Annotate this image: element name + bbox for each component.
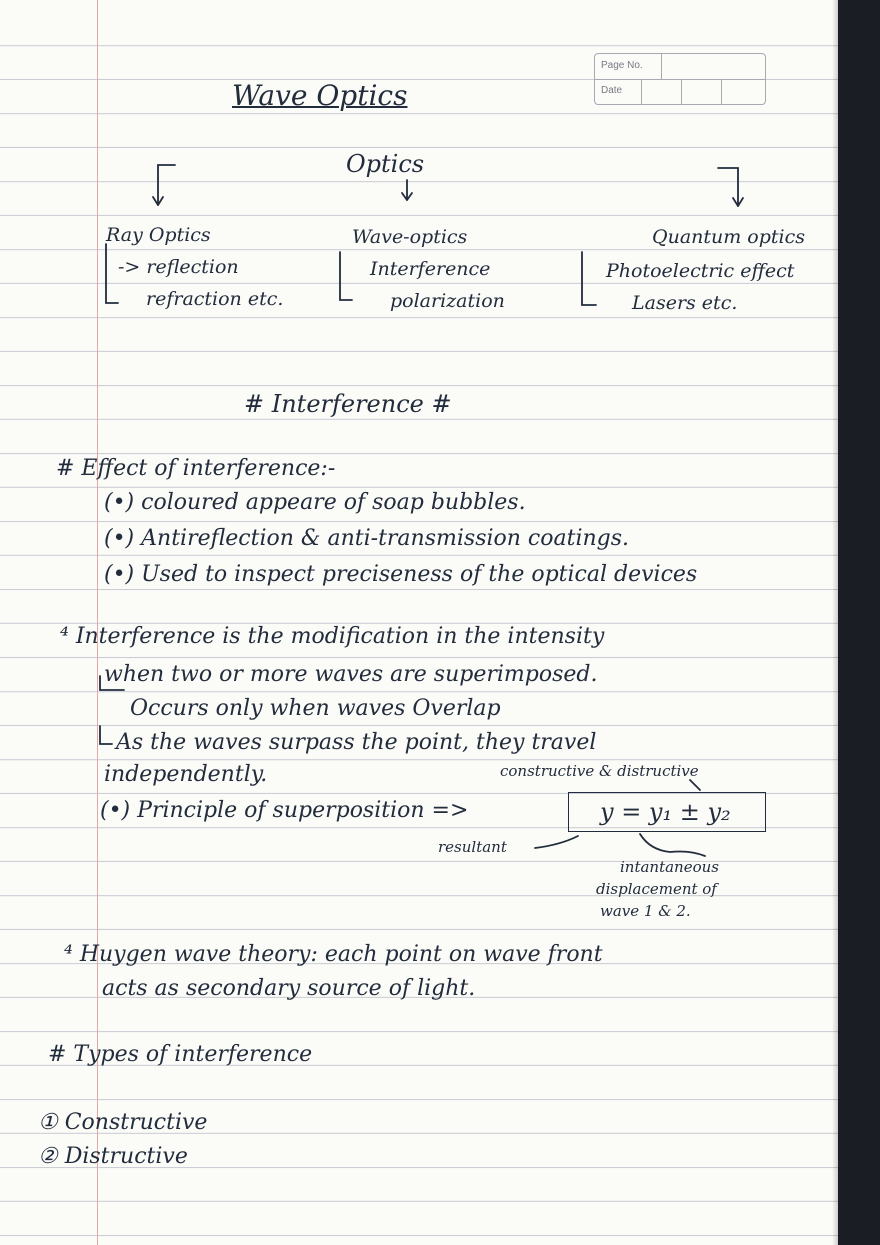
- page-date-stamp: [594, 53, 766, 105]
- huygen-line-2: acts as secondary source of light.: [102, 976, 476, 1001]
- instantaneous-brace: [640, 834, 705, 856]
- quantum-branch-line: [582, 252, 596, 305]
- resultant-label: resultant: [438, 838, 507, 856]
- superposition-formula: y = y₁ ± y₂: [600, 798, 731, 826]
- page-title: Wave Optics: [232, 79, 408, 112]
- ray-optics-title: Ray Optics: [106, 224, 211, 246]
- quantum-optics-item-lasers: Lasers etc.: [632, 292, 738, 314]
- ray-branch-line: [106, 244, 118, 303]
- date-label: Date: [601, 85, 623, 96]
- tree-arrow-left: [158, 165, 175, 205]
- wave-optics-item-interference: Interference: [370, 258, 491, 280]
- arrow-head-left: [153, 197, 163, 205]
- page-no-row: [595, 54, 765, 80]
- superposition-principle: (•) Principle of superposition =>: [100, 798, 469, 823]
- definition-arrow-2: [100, 726, 112, 744]
- definition-line-5: independently.: [104, 762, 268, 787]
- quantum-optics-title: Quantum optics: [652, 226, 806, 248]
- instantaneous-note-line-2: displacement of: [596, 880, 717, 898]
- effect-item-1: (•) coloured appeare of soap bubbles.: [104, 490, 526, 515]
- definition-line-2: when two or more waves are superimposed.: [104, 662, 598, 687]
- notebook-binding: [838, 0, 880, 1245]
- resultant-pointer: [535, 836, 578, 848]
- wave-optics-item-polarization: polarization: [390, 290, 505, 312]
- effect-item-3: (•) Used to inspect preciseness of the optical devices: [104, 562, 698, 587]
- stamp-divider: [721, 79, 722, 104]
- constructive-pointer: [690, 780, 700, 790]
- stamp-divider: [661, 54, 662, 79]
- instantaneous-note-line-1: intantaneous: [620, 858, 719, 876]
- ray-optics-item-reflection: -> reflection: [118, 256, 239, 278]
- stamp-divider: [681, 79, 682, 104]
- constructive-destructive-note: constructive & distructive: [500, 762, 699, 780]
- interference-heading: # Interference #: [244, 390, 452, 418]
- instantaneous-note-line-3: wave 1 & 2.: [600, 902, 691, 920]
- types-heading: # Types of interference: [48, 1042, 313, 1067]
- arrow-head-center: [402, 193, 412, 200]
- arrow-head-right: [733, 198, 743, 206]
- tree-arrow-right: [718, 168, 738, 206]
- type-item-constructive: ① Constructive: [38, 1110, 208, 1135]
- definition-line-1: ⁴ Interference is the modification in the intensity: [60, 624, 605, 649]
- stamp-divider: [641, 79, 642, 104]
- wave-optics-title: Wave-optics: [352, 226, 468, 248]
- type-item-distructive: ② Distructive: [38, 1144, 188, 1169]
- huygen-line-1: ⁴ Huygen wave theory: each point on wave front: [64, 942, 603, 967]
- quantum-optics-item-photoelectric: Photoelectric effect: [606, 260, 795, 282]
- effects-heading: # Effect of interference:-: [56, 456, 336, 481]
- effect-item-2: (•) Antireflection & anti-transmission coatings.: [104, 526, 630, 551]
- ray-optics-item-refraction: refraction etc.: [146, 288, 284, 310]
- page-no-label: Page No.: [601, 60, 643, 71]
- tree-root-label: Optics: [346, 150, 425, 178]
- definition-line-4: As the waves surpass the point, they travel: [116, 730, 597, 755]
- date-row: [595, 79, 765, 104]
- definition-line-3: Occurs only when waves Overlap: [130, 696, 501, 721]
- wave-branch-line: [340, 252, 352, 300]
